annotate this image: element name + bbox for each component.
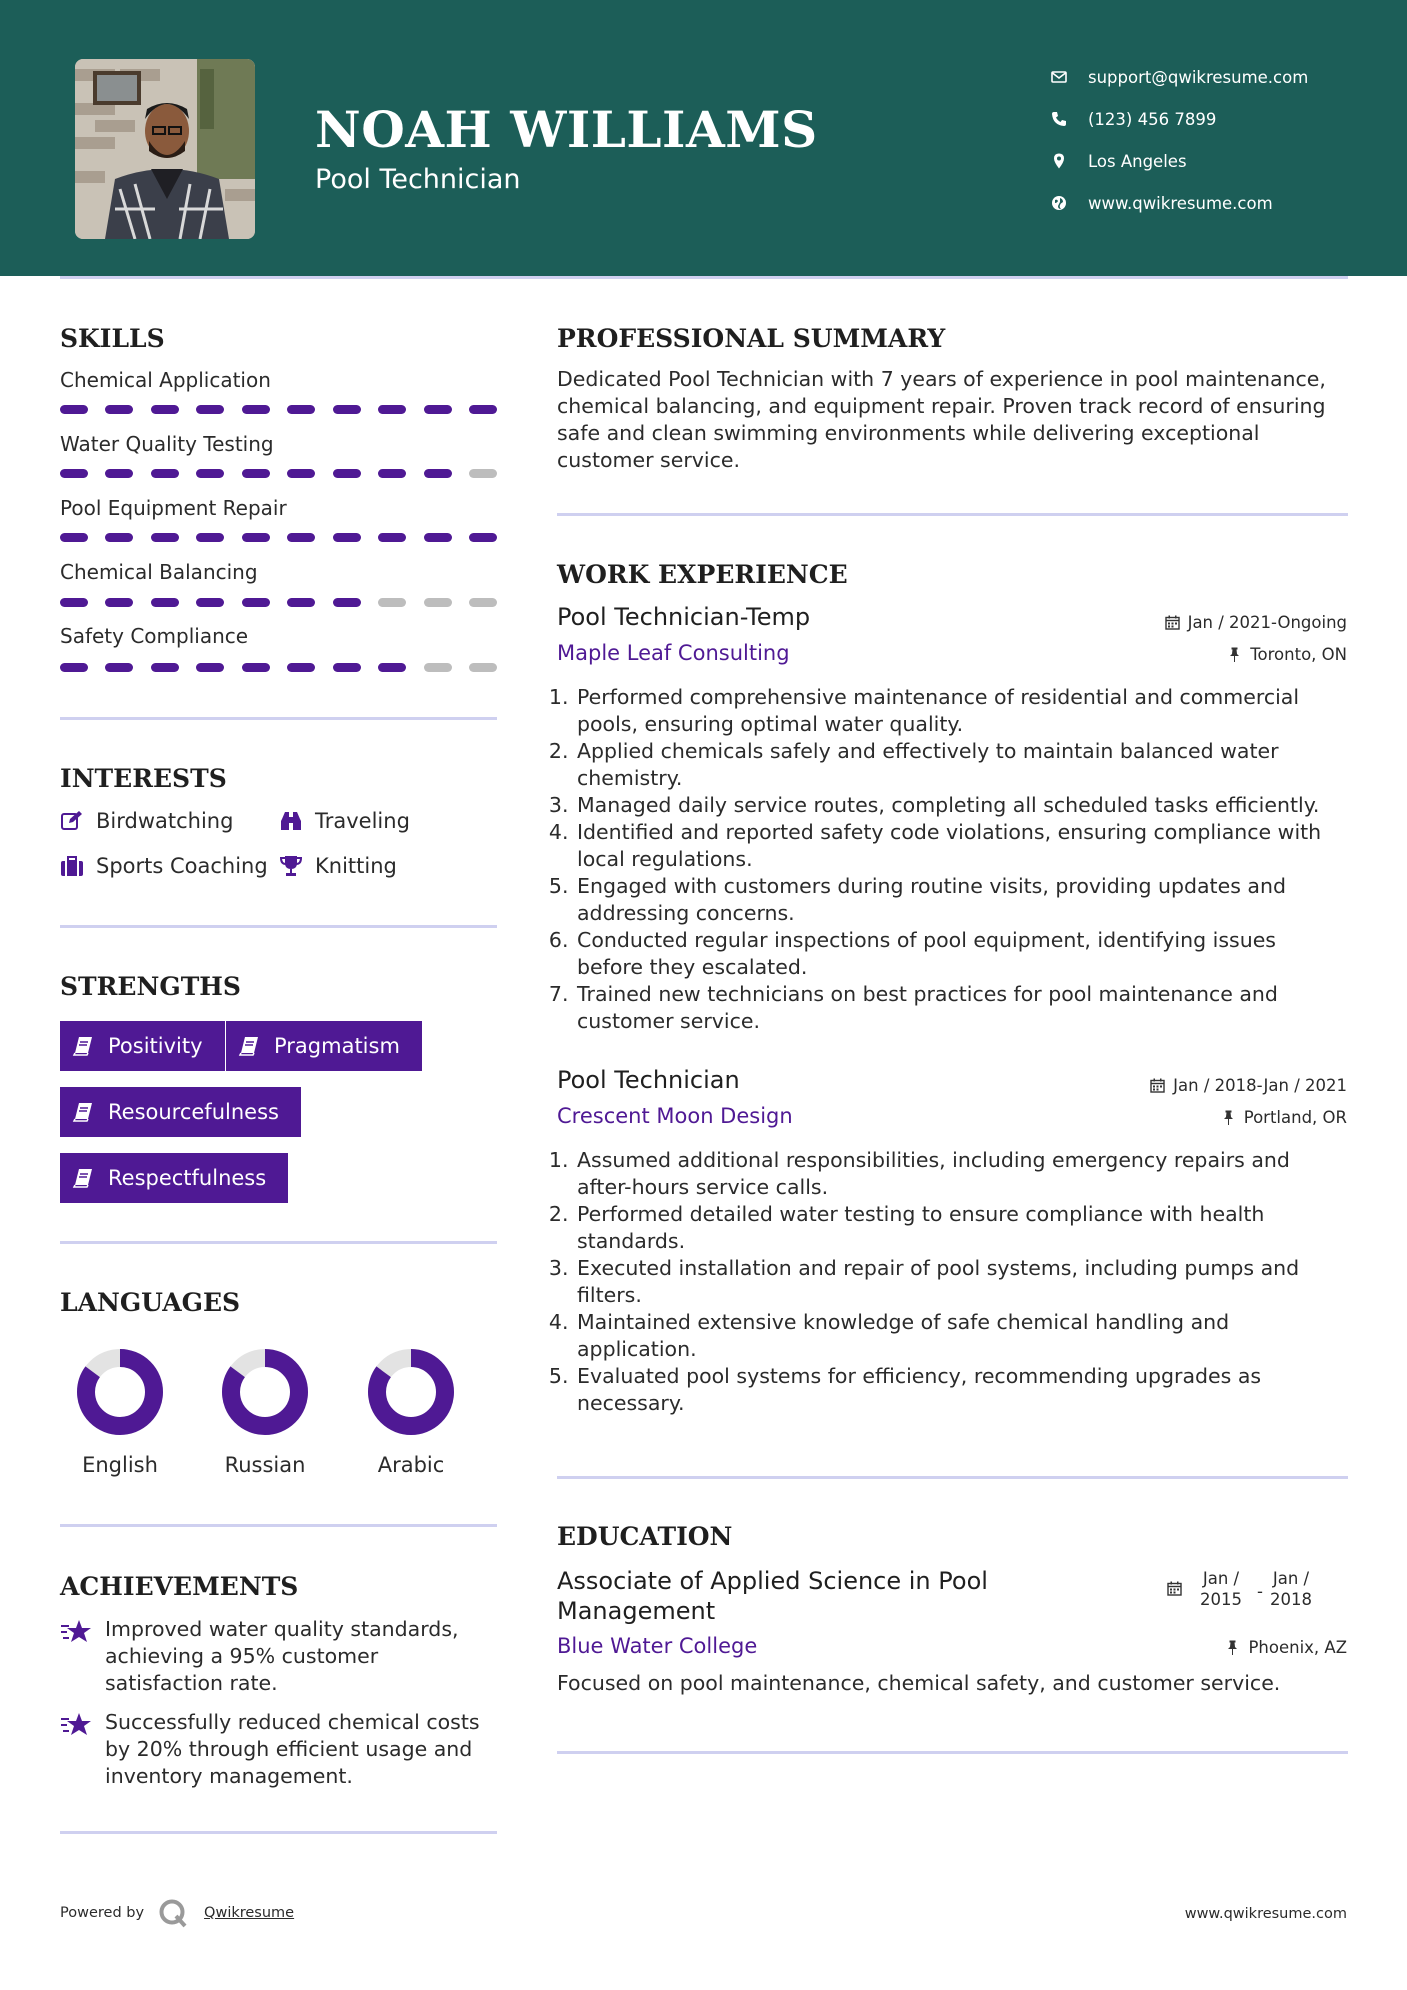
qwikresume-logo-icon xyxy=(158,1898,188,1928)
list-item: 4. Maintained extensive knowledge of safe chemical handling and application. xyxy=(575,1309,1347,1363)
job-location-text: Portland, OR xyxy=(1243,1108,1347,1127)
skill-segment-filled xyxy=(287,405,315,414)
skill-segment-filled xyxy=(333,663,361,672)
job-company: Maple Leaf Consulting xyxy=(557,641,790,665)
skill-segment-filled xyxy=(60,469,88,478)
skill-segment-empty xyxy=(378,598,406,607)
skill-segment-filled xyxy=(60,405,88,414)
profile-photo xyxy=(75,59,255,239)
skill-segment-filled xyxy=(196,663,224,672)
skill-segment-filled xyxy=(151,469,179,478)
section-divider xyxy=(557,1751,1348,1754)
contact-website-text: www.qwikresume.com xyxy=(1088,193,1273,213)
section-divider xyxy=(60,1831,497,1834)
section-divider xyxy=(60,717,497,720)
skill-segment-filled xyxy=(60,533,88,542)
job-location xyxy=(1227,645,1347,664)
skill-level-bar xyxy=(60,663,497,672)
skill-segment-filled xyxy=(242,469,270,478)
footer-website[interactable]: www.qwikresume.com xyxy=(1184,1906,1347,1922)
skill-segment-filled xyxy=(105,405,133,414)
skill-segment-filled xyxy=(196,469,224,478)
skill-segment-filled xyxy=(378,469,406,478)
education-date-start: Jan / 2015 xyxy=(1200,1569,1242,1609)
list-item: 3. Managed daily service routes, completing all scheduled tasks efficiently. xyxy=(575,792,1347,819)
interest-item xyxy=(60,854,268,878)
skill-segment-filled xyxy=(287,663,315,672)
contact-email[interactable] xyxy=(1050,56,1390,98)
resume-header xyxy=(0,0,1407,276)
skill-segment-filled xyxy=(424,469,452,478)
header-divider xyxy=(60,276,1348,279)
skill-segment-filled xyxy=(378,533,406,542)
shooting-star-icon xyxy=(60,1711,92,1739)
contact-phone[interactable] xyxy=(1050,98,1390,140)
job-dates xyxy=(1165,613,1347,632)
education-school: Blue Water College xyxy=(557,1634,758,1658)
language-name: Russian xyxy=(224,1453,306,1477)
achievement-item xyxy=(60,1616,500,1697)
job-dates-text: Jan / 2018-Jan / 2021 xyxy=(1173,1076,1347,1095)
interest-item xyxy=(279,809,410,833)
achievement-text: Successfully reduced chemical costs by 20% through efficient usage and inventory management. xyxy=(105,1710,480,1788)
skill-level-bar xyxy=(60,598,497,607)
briefcase-icon xyxy=(60,854,84,878)
pushpin-icon xyxy=(1225,1640,1240,1655)
list-item: 1. Performed comprehensive maintenance of residential and commercial pools, ensuring optimal water quality. xyxy=(575,684,1347,738)
language-name: English xyxy=(82,1453,158,1477)
achievement-item xyxy=(60,1709,500,1790)
candidate-role: Pool Technician xyxy=(315,164,521,195)
strength-chip xyxy=(60,1021,225,1071)
skill-segment-filled xyxy=(196,405,224,414)
skill-level-bar xyxy=(60,405,497,414)
interest-label: Traveling xyxy=(315,809,410,833)
job-duties-list xyxy=(557,1147,1347,1417)
skill-level-bar xyxy=(60,533,497,542)
footer-powered-by xyxy=(60,1898,294,1928)
list-item: 5. Evaluated pool systems for efficiency, recommending upgrades as necessary. xyxy=(575,1363,1347,1417)
skill-segment-empty xyxy=(469,663,497,672)
globe-icon xyxy=(1050,194,1068,212)
pencil-edit-icon xyxy=(60,809,84,833)
skill-segment-filled xyxy=(105,533,133,542)
list-item: 6. Conducted regular inspections of pool equipment, identifying issues before they escalated. xyxy=(575,927,1347,981)
job-dates-text: Jan / 2021-Ongoing xyxy=(1187,613,1347,632)
strength-chip xyxy=(60,1087,301,1137)
language-donut xyxy=(366,1347,456,1437)
skill-name: Pool Equipment Repair xyxy=(60,496,287,520)
skill-segment-filled xyxy=(378,663,406,672)
candidate-name: NOAH WILLIAMS xyxy=(315,100,818,159)
languages-title: LANGUAGES xyxy=(60,1288,241,1317)
list-item: 7. Trained new technicians on best practices for pool maintenance and customer service. xyxy=(575,981,1347,1035)
section-divider xyxy=(60,925,497,928)
skill-segment-filled xyxy=(287,598,315,607)
skill-segment-filled xyxy=(287,469,315,478)
skill-segment-filled xyxy=(151,598,179,607)
job-location-text: Toronto, ON xyxy=(1250,645,1347,664)
skill-segment-filled xyxy=(424,533,452,542)
interest-label: Birdwatching xyxy=(96,809,234,833)
skill-segment-empty xyxy=(469,598,497,607)
skill-segment-empty xyxy=(469,469,497,478)
list-item: 1. Assumed additional responsibilities, including emergency repairs and after-hours service calls. xyxy=(575,1147,1347,1201)
interest-label: Knitting xyxy=(315,854,397,878)
skill-segment-filled xyxy=(242,405,270,414)
language-name: Arabic xyxy=(377,1453,445,1477)
trophy-icon xyxy=(279,854,303,878)
skill-name: Chemical Balancing xyxy=(60,560,258,584)
achievements-title: ACHIEVEMENTS xyxy=(60,1572,299,1601)
skill-segment-filled xyxy=(60,663,88,672)
job-location xyxy=(1221,1108,1347,1127)
summary-title: PROFESSIONAL SUMMARY xyxy=(557,324,946,353)
language-donut xyxy=(75,1347,165,1437)
strength-chip xyxy=(60,1153,288,1203)
strength-label: Positivity xyxy=(108,1034,203,1058)
map-pin-icon xyxy=(1050,152,1068,170)
binoculars-icon xyxy=(279,809,303,833)
contact-list xyxy=(1050,56,1390,224)
skill-segment-filled xyxy=(242,663,270,672)
qwikresume-link[interactable]: Qwikresume xyxy=(204,1905,295,1921)
strength-label: Resourcefulness xyxy=(108,1100,279,1124)
skill-segment-filled xyxy=(151,533,179,542)
education-location-text: Phoenix, AZ xyxy=(1248,1638,1347,1657)
calendar-icon xyxy=(1150,1078,1165,1093)
book-icon xyxy=(72,1035,94,1057)
skill-segment-filled xyxy=(105,663,133,672)
skill-segment-filled xyxy=(333,598,361,607)
education-location xyxy=(1225,1638,1347,1657)
skill-segment-filled xyxy=(105,598,133,607)
skill-segment-filled xyxy=(60,598,88,607)
phone-icon xyxy=(1050,110,1068,128)
skill-segment-filled xyxy=(333,405,361,414)
section-divider xyxy=(60,1524,497,1527)
job-title: Pool Technician-Temp xyxy=(557,603,811,631)
section-divider xyxy=(557,1476,1348,1479)
skill-segment-filled xyxy=(469,533,497,542)
envelope-icon xyxy=(1050,68,1068,86)
calendar-icon xyxy=(1167,1581,1182,1596)
calendar-icon xyxy=(1165,615,1180,630)
summary-text: Dedicated Pool Technician with 7 years of experience in pool maintenance, chemical balancing, and equipment repair. Proven track record of ensuring safe and clean swimming environments while delivering exceptional customer service. xyxy=(557,367,1326,472)
skill-segment-filled xyxy=(333,469,361,478)
skill-name: Chemical Application xyxy=(60,368,271,392)
pushpin-icon xyxy=(1227,647,1242,662)
education-dates xyxy=(1167,1568,1321,1610)
list-item: 2. Performed detailed water testing to ensure compliance with health standards. xyxy=(575,1201,1347,1255)
skill-segment-filled xyxy=(151,405,179,414)
list-item: 3. Executed installation and repair of pool systems, including pumps and filters. xyxy=(575,1255,1347,1309)
interests-title: INTERESTS xyxy=(60,764,227,793)
skill-segment-filled xyxy=(105,469,133,478)
skill-level-bar xyxy=(60,469,497,478)
education-title: EDUCATION xyxy=(557,1522,733,1551)
list-item: 4. Identified and reported safety code violations, ensuring compliance with local regulations. xyxy=(575,819,1347,873)
skill-name: Water Quality Testing xyxy=(60,432,274,456)
contact-location xyxy=(1050,140,1390,182)
education-description: Focused on pool maintenance, chemical safety, and customer service. xyxy=(557,1671,1281,1695)
skill-segment-filled xyxy=(196,598,224,607)
language-donut xyxy=(220,1347,310,1437)
interest-item xyxy=(279,854,397,878)
list-item: 5. Engaged with customers during routine visits, providing updates and addressing concerns. xyxy=(575,873,1347,927)
job-title: Pool Technician xyxy=(557,1066,740,1094)
list-item: 2. Applied chemicals safely and effectively to maintain balanced water chemistry. xyxy=(575,738,1347,792)
skill-segment-filled xyxy=(287,533,315,542)
section-divider xyxy=(60,1241,497,1244)
strength-label: Respectfulness xyxy=(108,1166,267,1190)
experience-title: WORK EXPERIENCE xyxy=(557,560,848,589)
contact-location-text: Los Angeles xyxy=(1088,151,1187,171)
education-degree: Associate of Applied Science in Pool Management xyxy=(557,1567,988,1625)
skills-title: SKILLS xyxy=(60,324,165,353)
job-duties-list xyxy=(557,684,1347,1035)
job-dates xyxy=(1150,1076,1347,1095)
education-date-separator: - xyxy=(1257,1582,1263,1601)
strength-chip xyxy=(226,1021,422,1071)
skill-segment-filled xyxy=(469,405,497,414)
interest-label: Sports Coaching xyxy=(96,854,268,878)
education-date-end: Jan / 2018 xyxy=(1269,1569,1312,1609)
section-divider xyxy=(557,513,1348,516)
contact-phone-text: (123) 456 7899 xyxy=(1088,109,1217,129)
skill-segment-filled xyxy=(196,533,224,542)
contact-website[interactable] xyxy=(1050,182,1390,224)
interest-item xyxy=(60,809,233,833)
skill-segment-empty xyxy=(424,598,452,607)
skill-segment-empty xyxy=(424,663,452,672)
skill-name: Safety Compliance xyxy=(60,624,249,648)
skill-segment-filled xyxy=(242,598,270,607)
powered-by-label: Powered by xyxy=(60,1905,145,1921)
skill-segment-filled xyxy=(424,405,452,414)
book-icon xyxy=(72,1101,94,1123)
strength-label: Pragmatism xyxy=(274,1034,400,1058)
job-company: Crescent Moon Design xyxy=(557,1104,793,1128)
strengths-title: STRENGTHS xyxy=(60,972,241,1001)
skill-segment-filled xyxy=(333,533,361,542)
achievement-text: Improved water quality standards, achieving a 95% customer satisfaction rate. xyxy=(105,1617,459,1695)
skill-segment-filled xyxy=(378,405,406,414)
book-icon xyxy=(72,1167,94,1189)
book-icon xyxy=(238,1035,260,1057)
skill-segment-filled xyxy=(242,533,270,542)
pushpin-icon xyxy=(1221,1110,1236,1125)
skill-segment-filled xyxy=(151,663,179,672)
shooting-star-icon xyxy=(60,1618,92,1646)
contact-email-text: support@qwikresume.com xyxy=(1088,67,1309,87)
